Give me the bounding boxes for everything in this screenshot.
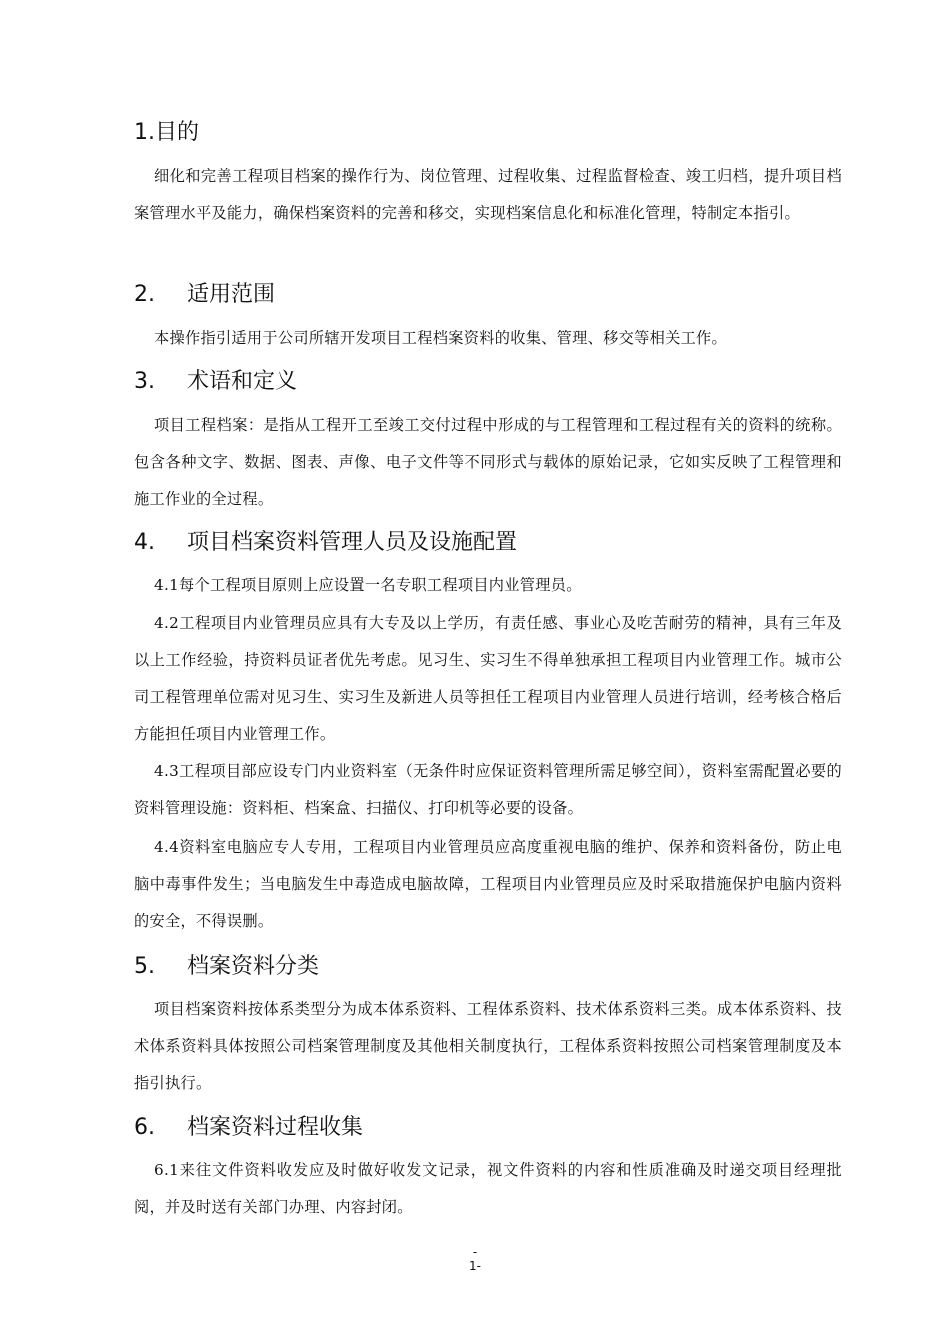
section-number: 4. [134, 530, 155, 555]
section-title: 目的 [155, 120, 200, 145]
section-heading-1 [134, 118, 199, 148]
section-number: 3. [134, 369, 155, 394]
section-heading-6 [134, 1113, 363, 1143]
section-3-paragraph-1: 项目工程档案：是指从工程开工至竣工交付过程中形成的与工程管理和工程过程有关的资料的统称。包含各种文字、数据、图表、声像、电子文件等不同形式与载体的原始记录，它如实反映了工程管理和施工作业的全过程。 [134, 416, 842, 508]
section-4-paragraph-3: 4.3工程项目部应设专门内业资料室（无条件时应保证资料管理所需足够空间），资料室需配置必要的资料管理设施：资料柜、档案盒、扫描仪、打印机等必要的设备。 [134, 762, 842, 817]
section-title: 档案资料分类 [187, 954, 320, 979]
section-heading-4 [134, 528, 517, 558]
section-4-paragraph-4: 4.4资料室电脑应专人专用，工程项目内业管理员应高度重视电脑的维护、保养和资料备份，防止电脑中毒事件发生；当电脑发生中毒造成电脑故障，工程项目内业管理员应及时采取措施保护电脑内资料的安全，不得误删。 [134, 838, 842, 930]
section-heading-3 [134, 367, 297, 397]
section-number: 1. [134, 120, 155, 145]
section-title: 项目档案资料管理人员及设施配置 [187, 530, 518, 555]
section-6-paragraph-1: 6.1来往文件资料收发应及时做好收发文记录，视文件资料的内容和性质准确及时递交项目经理批阅，并及时送有关部门办理、内容封闭。 [134, 1161, 842, 1216]
section-2-paragraph-1: 本操作指引适用于公司所辖开发项目工程档案资料的收集、管理、移交等相关工作。 [154, 329, 728, 347]
section-5-paragraph-1: 项目档案资料按体系类型分为成本体系资料、工程体系资料、技术体系资料三类。成本体系资料、技术体系资料具体按照公司档案管理制度及其他相关制度执行，工程体系资料按照公司档案管理制度及本指引执行。 [134, 1000, 842, 1092]
section-1-paragraph-1: 细化和完善工程项目档案的操作行为、岗位管理、过程收集、过程监督检查、竣工归档，提升项目档案管理水平及能力，确保档案资料的完善和移交，实现档案信息化和标准化管理，特制定本指引。 [134, 167, 842, 222]
section-4-paragraph-1: 4.1每个工程项目原则上应设置一名专职工程项目内业管理员。 [154, 576, 582, 594]
section-heading-2 [134, 280, 275, 310]
section-number: 5. [134, 954, 155, 979]
section-title: 术语和定义 [187, 369, 298, 394]
page-number: 1- [469, 1259, 481, 1273]
footer-dash: - [472, 1245, 478, 1259]
section-number: 2. [134, 282, 155, 307]
section-heading-5 [134, 952, 319, 982]
section-title: 适用范围 [187, 282, 276, 307]
section-number: 6. [134, 1115, 155, 1140]
section-title: 档案资料过程收集 [187, 1115, 364, 1140]
section-4-paragraph-2: 4.2工程项目内业管理员应具有大专及以上学历，有责任感、事业心及吃苦耐劳的精神，具有三年及以上工作经验，持资料员证者优先考虑。见习生、实习生不得单独承担工程项目内业管理工作。城市公司工程管理单位需对见习生、实习生及新进人员等担任工程项目内业管理人员进行培训，经考核合格后方能担任项目内业管理工作。 [134, 614, 842, 743]
